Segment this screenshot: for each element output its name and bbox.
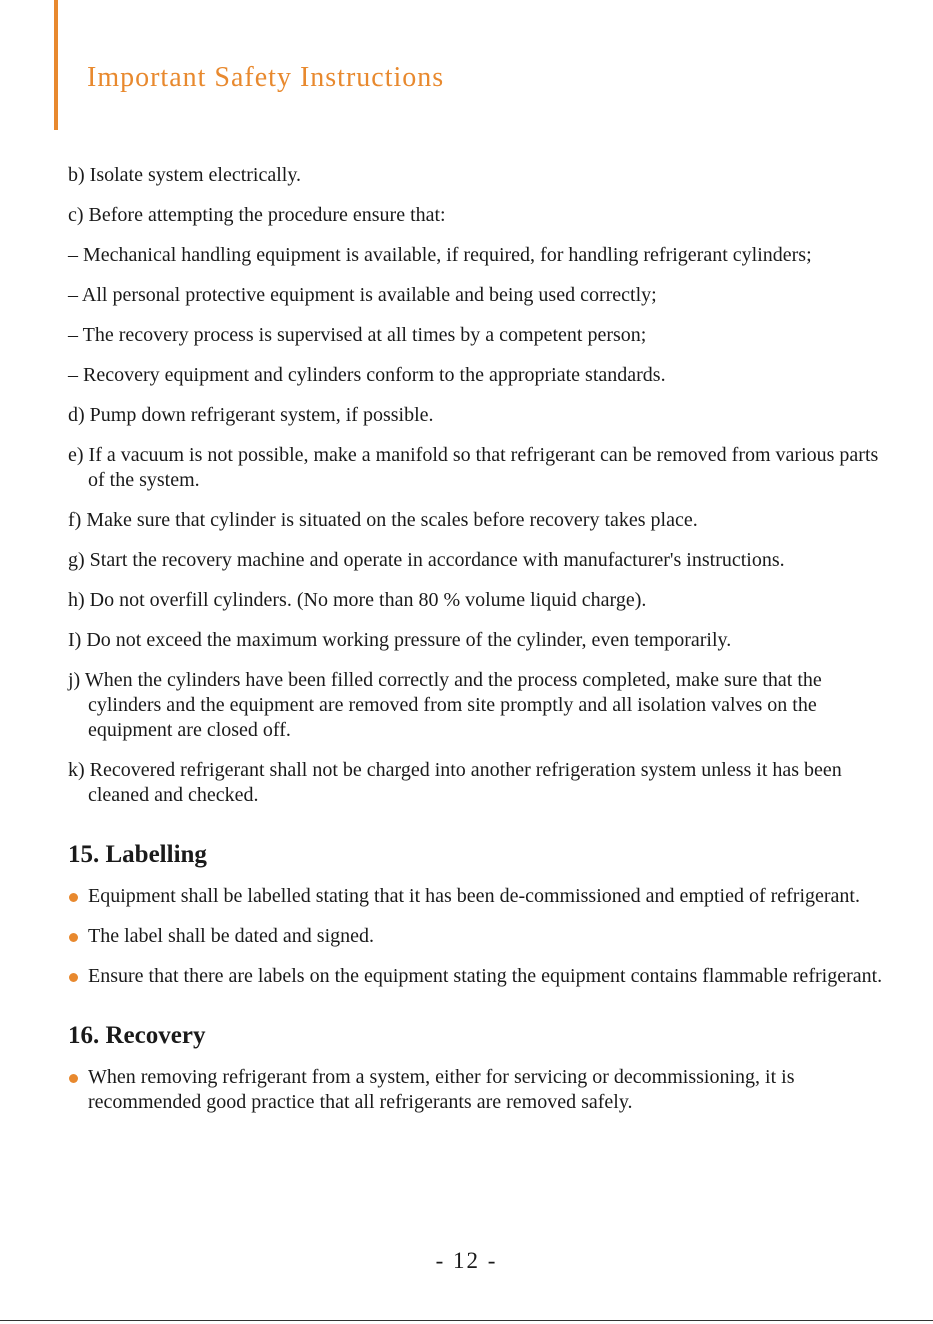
- list-item: [68, 924, 888, 949]
- step-d: d) Pump down refrigerant system, if possible.: [68, 404, 434, 426]
- step-c: c) Before attempting the procedure ensure that:: [68, 204, 446, 226]
- list-item: [68, 964, 888, 989]
- substep-supervised: – The recovery process is supervised at all times by a competent person;: [68, 324, 647, 346]
- page-title: Important Safety Instructions: [87, 62, 445, 93]
- bullet-dot-icon: [69, 933, 78, 942]
- list-item-text: When removing refrigerant from a system, either for servicing or decommissioning, it is recommended good practice that all refrigerants are removed safely.: [88, 1066, 795, 1113]
- list-item-text: Equipment shall be labelled stating that it has been de-commissioned and emptied of refrigerant.: [88, 885, 860, 907]
- step-f: f) Make sure that cylinder is situated on the scales before recovery takes place.: [68, 509, 698, 531]
- step-i: I) Do not exceed the maximum working pressure of the cylinder, even temporarily.: [68, 629, 732, 651]
- section-heading-recovery: 16. Recovery: [68, 1022, 206, 1049]
- section-heading-labelling: 15. Labelling: [68, 841, 207, 868]
- step-b: b) Isolate system electrically.: [68, 164, 302, 186]
- list-item: [68, 884, 888, 909]
- step-h: h) Do not overfill cylinders. (No more than 80 % volume liquid charge).: [68, 589, 647, 611]
- step-g: g) Start the recovery machine and operate in accordance with manufacturer's instructions.: [68, 549, 785, 571]
- bullet-dot-icon: [69, 1074, 78, 1083]
- header-accent-bar: [54, 0, 58, 130]
- bullet-dot-icon: [69, 893, 78, 902]
- substep-standards: – Recovery equipment and cylinders conform to the appropriate standards.: [68, 364, 666, 386]
- page-number: - 12 -: [435, 1248, 498, 1273]
- bottom-divider: [0, 1320, 933, 1321]
- document-body: [68, 163, 888, 1130]
- bullet-dot-icon: [69, 973, 78, 982]
- step-k: k) Recovered refrigerant shall not be charged into another refrigeration system unless it has been cleaned and checked.: [68, 759, 842, 806]
- substep-mechanical-handling: – Mechanical handling equipment is available, if required, for handling refrigerant cylinders;: [68, 244, 812, 266]
- substep-protective-equipment: – All personal protective equipment is available and being used correctly;: [68, 284, 657, 306]
- list-item-text: Ensure that there are labels on the equipment stating the equipment contains flammable refrigerant.: [88, 965, 883, 987]
- step-e: e) If a vacuum is not possible, make a manifold so that refrigerant can be removed from various parts of the system.: [68, 444, 879, 491]
- list-item: [68, 1065, 888, 1115]
- step-j: j) When the cylinders have been filled correctly and the process completed, make sure that the cylinders and the equipment are removed from site promptly and all isolation valves on the equipment are closed off.: [68, 669, 822, 741]
- list-item-text: The label shall be dated and signed.: [88, 925, 375, 947]
